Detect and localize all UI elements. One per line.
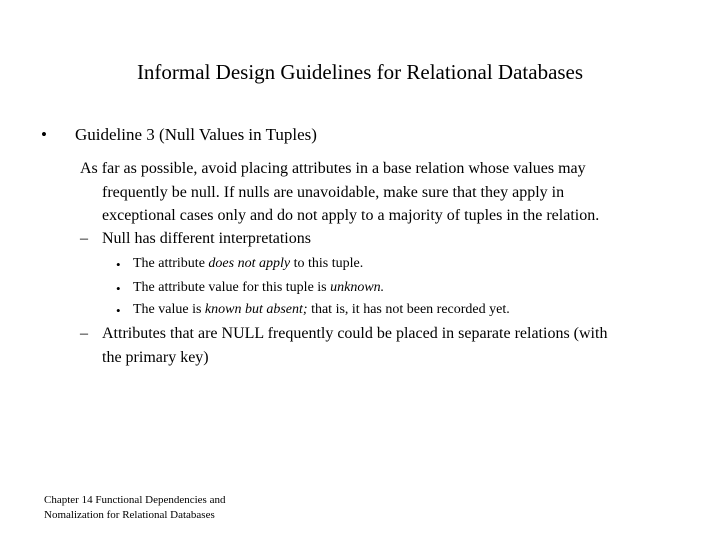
dash-marker: – xyxy=(80,230,88,247)
interpretation-item: The value is known but absent; that is, it has not been recorded yet. xyxy=(133,302,510,317)
sub-point-null-interpretations: Null has different interpretations xyxy=(102,230,311,247)
guideline-paragraph xyxy=(80,157,680,228)
interpretation-item: The attribute does not apply to this tuple. xyxy=(133,256,364,271)
interpretation-item: The attribute value for this tuple is unknown. xyxy=(133,280,385,295)
dash-marker: – xyxy=(80,325,88,342)
sub-point-separate-relations: Attributes that are NULL frequently could be placed in separate relations (with the primary key) xyxy=(102,325,608,366)
dot-marker: • xyxy=(116,257,121,272)
dot-marker: • xyxy=(116,281,121,296)
paragraph-line: exceptional cases only and do not apply to a majority of tuples in the relation. xyxy=(102,207,600,224)
bullet-marker: • xyxy=(41,125,47,144)
slide-footer: Chapter 14 Functional Dependencies and Nomalization for Relational Databases xyxy=(44,494,226,521)
dot-marker: • xyxy=(116,303,121,318)
paragraph-line: frequently be null. If nulls are unavoidable, make sure that they apply in xyxy=(102,183,565,201)
guideline-heading: Guideline 3 (Null Values in Tuples) xyxy=(75,125,317,144)
paragraph-line: As far as possible, avoid placing attributes in a base relation whose values may xyxy=(80,160,586,177)
slide-title: Informal Design Guidelines for Relational Databases xyxy=(136,60,584,84)
